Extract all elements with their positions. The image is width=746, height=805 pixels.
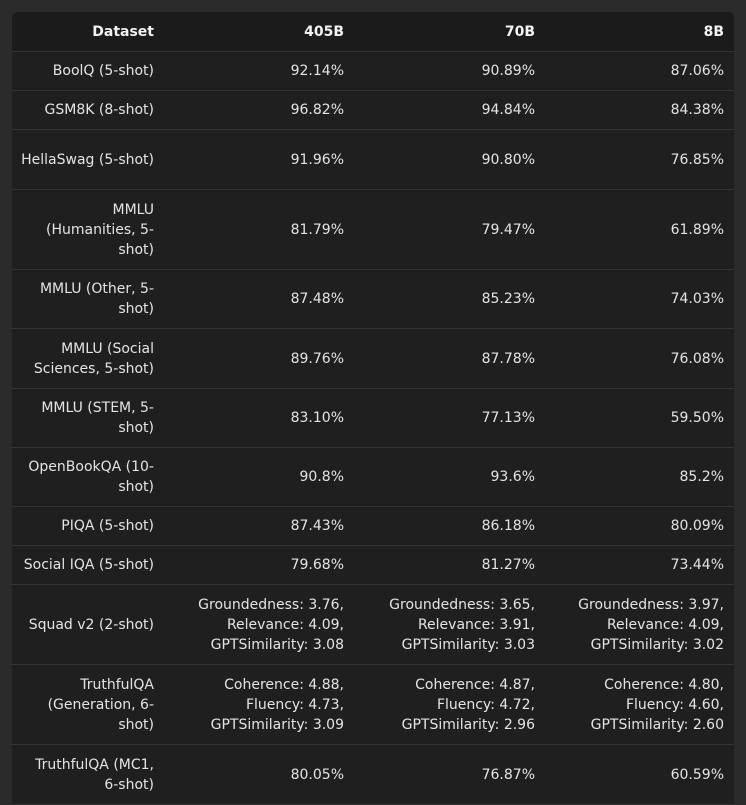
header-dataset: Dataset <box>12 12 164 52</box>
score-70b-cell: 86.18% <box>354 507 545 546</box>
score-70b-cell: 76.87% <box>354 745 545 805</box>
score-70b-cell: 90.80% <box>354 130 545 190</box>
score-405b-cell: 90.8% <box>164 448 354 507</box>
score-70b-cell: 79.47% <box>354 190 545 270</box>
score-405b-cell: 91.96% <box>164 130 354 190</box>
score-8b-cell: 61.89% <box>545 190 734 270</box>
dataset-cell: MMLU (Other, 5-shot) <box>12 270 164 329</box>
score-405b-cell: 87.48% <box>164 270 354 329</box>
score-70b-cell: 93.6% <box>354 448 545 507</box>
dataset-cell: OpenBookQA (10-shot) <box>12 448 164 507</box>
dataset-cell: MMLU (Social Sciences, 5-shot) <box>12 329 164 389</box>
score-405b-cell: 89.76% <box>164 329 354 389</box>
score-70b-cell: Coherence: 4.87, Fluency: 4.72, GPTSimilarity: 2.96 <box>354 665 545 745</box>
score-405b-cell: 81.79% <box>164 190 354 270</box>
dataset-cell: HellaSwag (5-shot) <box>12 130 164 190</box>
table-header-row <box>12 12 734 52</box>
score-8b-cell: 87.06% <box>545 52 734 91</box>
dataset-cell: PIQA (5-shot) <box>12 507 164 546</box>
table-row <box>12 389 734 448</box>
score-8b-cell: 84.38% <box>545 91 734 130</box>
table-row <box>12 52 734 91</box>
table-row <box>12 745 734 805</box>
score-70b-cell: 77.13% <box>354 389 545 448</box>
table-row <box>12 665 734 745</box>
score-8b-cell: 74.03% <box>545 270 734 329</box>
score-8b-cell: 73.44% <box>545 546 734 585</box>
dataset-cell: TruthfulQA (MC1, 6-shot) <box>12 745 164 805</box>
score-8b-cell: 80.09% <box>545 507 734 546</box>
score-70b-cell: 90.89% <box>354 52 545 91</box>
dataset-cell: MMLU (STEM, 5-shot) <box>12 389 164 448</box>
score-405b-cell: 96.82% <box>164 91 354 130</box>
score-8b-cell: Coherence: 4.80, Fluency: 4.60, GPTSimilarity: 2.60 <box>545 665 734 745</box>
dataset-cell: TruthfulQA (Generation, 6-shot) <box>12 665 164 745</box>
score-8b-cell: 76.08% <box>545 329 734 389</box>
score-8b-cell: 85.2% <box>545 448 734 507</box>
score-405b-cell: 80.05% <box>164 745 354 805</box>
results-table <box>12 12 734 805</box>
results-table-container <box>12 12 734 805</box>
score-8b-cell: Groundedness: 3.97, Relevance: 4.09, GPTSimilarity: 3.02 <box>545 585 734 665</box>
header-70b: 70B <box>354 12 545 52</box>
dataset-cell: GSM8K (8-shot) <box>12 91 164 130</box>
score-70b-cell: Groundedness: 3.65, Relevance: 3.91, GPTSimilarity: 3.03 <box>354 585 545 665</box>
score-70b-cell: 94.84% <box>354 91 545 130</box>
table-row <box>12 270 734 329</box>
dataset-cell: Social IQA (5-shot) <box>12 546 164 585</box>
score-405b-cell: Coherence: 4.88, Fluency: 4.73, GPTSimilarity: 3.09 <box>164 665 354 745</box>
header-405b: 405B <box>164 12 354 52</box>
table-row <box>12 190 734 270</box>
table-row <box>12 329 734 389</box>
table-row <box>12 507 734 546</box>
dataset-cell: BoolQ (5-shot) <box>12 52 164 91</box>
table-row <box>12 130 734 190</box>
score-8b-cell: 59.50% <box>545 389 734 448</box>
table-row <box>12 546 734 585</box>
dataset-cell: MMLU (Humanities, 5-shot) <box>12 190 164 270</box>
score-8b-cell: 60.59% <box>545 745 734 805</box>
table-row <box>12 448 734 507</box>
score-8b-cell: 76.85% <box>545 130 734 190</box>
table-row <box>12 91 734 130</box>
dataset-cell: Squad v2 (2-shot) <box>12 585 164 665</box>
header-8b: 8B <box>545 12 734 52</box>
score-70b-cell: 81.27% <box>354 546 545 585</box>
score-405b-cell: 92.14% <box>164 52 354 91</box>
score-405b-cell: 87.43% <box>164 507 354 546</box>
score-405b-cell: 83.10% <box>164 389 354 448</box>
score-70b-cell: 87.78% <box>354 329 545 389</box>
score-405b-cell: Groundedness: 3.76, Relevance: 4.09, GPTSimilarity: 3.08 <box>164 585 354 665</box>
score-70b-cell: 85.23% <box>354 270 545 329</box>
score-405b-cell: 79.68% <box>164 546 354 585</box>
table-row <box>12 585 734 665</box>
